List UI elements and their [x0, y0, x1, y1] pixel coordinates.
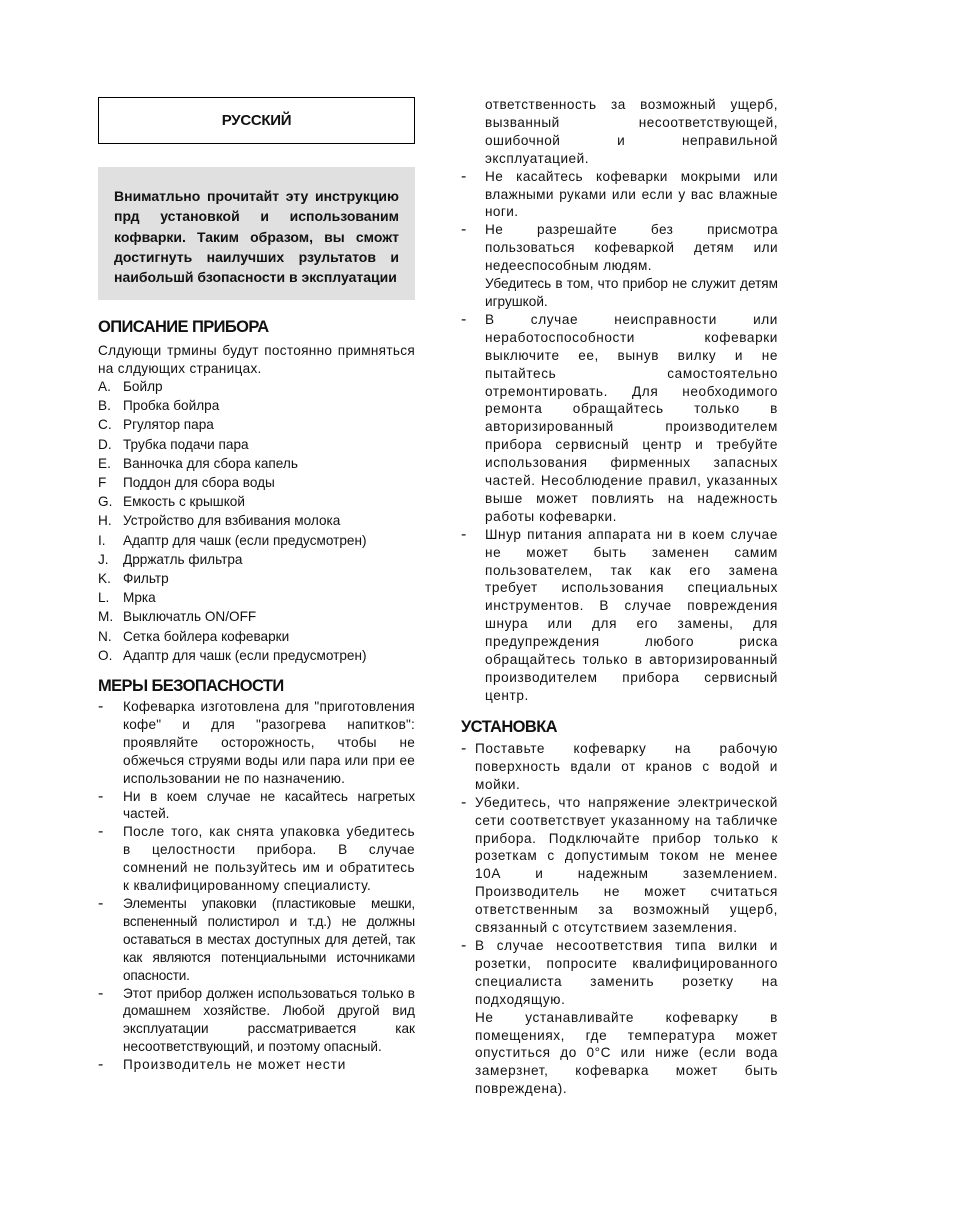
safety-text: Ни в коем случае не касайтесь нагретых частей. — [123, 788, 415, 822]
list-item — [461, 311, 778, 526]
part-letter: F — [98, 475, 107, 491]
bullet-dash: - — [461, 936, 467, 954]
list-item — [98, 396, 415, 415]
part-letter: L. — [98, 590, 110, 606]
safety-list-left — [98, 698, 415, 1074]
part-letter: D. — [98, 436, 112, 452]
part-letter: A. — [98, 379, 111, 394]
part-name: Устройство для взбивания молока — [123, 513, 341, 529]
list-item — [461, 794, 778, 937]
bullet-dash: - — [461, 221, 467, 239]
installation-list — [461, 740, 778, 1098]
list-item — [98, 454, 415, 473]
part-name: Поддон для сбора воды — [123, 475, 275, 491]
list-item — [461, 221, 778, 275]
part-name: Сетка бойлера кофеварки — [123, 628, 290, 644]
bullet-dash: - — [461, 525, 467, 543]
list-item — [98, 985, 415, 1057]
part-letter: O. — [98, 647, 113, 663]
part-letter: E. — [98, 455, 111, 471]
bullet-dash: - — [98, 698, 104, 715]
bullet-dash: - — [461, 310, 467, 328]
part-letter: M. — [98, 609, 114, 625]
list-item — [461, 96, 778, 168]
part-name: Емкость с крышкой — [123, 494, 245, 510]
list-item — [98, 607, 415, 626]
part-name: Выключатль ON/OFF — [123, 609, 257, 625]
list-item — [98, 895, 415, 985]
parts-list — [98, 377, 415, 665]
list-item — [98, 569, 415, 588]
safety-text: После того, как снята упаковка убедитесь в целостности прибора. В случае сомнений не пользуйтесь им и обратитесь к квалифицированному специалисту. — [123, 824, 415, 894]
installation-text: В случае несоответствия типа вилки и розетки, попросите квалифицированного специалиста заменить розетку на подходящую. — [475, 937, 778, 1007]
bullet-dash: - — [98, 823, 104, 841]
safety-text: Шнур питания аппарата ни в коем случае не может быть заменен самим пользователем, так как его замена требует использования специальных инструментов. В случае повреждения шнура или для его замены, для предупреждения любого риска обращайтесь только в авторизированный производителем прибора сервисный центр. — [485, 526, 778, 703]
part-name: Ргулятор пара — [123, 417, 214, 433]
part-name: Бойлр — [123, 379, 163, 394]
list-item — [98, 473, 415, 492]
list-item — [98, 698, 415, 788]
part-name: Адаптр для чашк (если предусмотрен) — [123, 647, 367, 663]
safety-text: В случае неисправности или неработоспособности кофеварки выключите ее, вынув вилку и не пытайтесь самостоятельно отремонтировать. Для необходимого ремонта обращайтесь только в авторизированный производителем прибора сервисный центр и требуйте использования фирменных запасных частей. Несоблюдение правил, указанных выше может повлиять на надежность работы кофеварки. — [485, 311, 778, 524]
list-item — [461, 275, 778, 311]
installation-heading: УСТАНОВКА — [461, 718, 557, 736]
part-letter: H. — [98, 513, 112, 529]
part-name: Адаптр для чашк (если предусмотрен) — [123, 532, 367, 548]
list-item — [98, 588, 415, 607]
list-item — [461, 1009, 778, 1099]
safety-list-right — [461, 96, 778, 705]
part-name: Трубка подачи пара — [123, 436, 249, 452]
children-note: Убедитесь в том, что прибор не служит детям игрушкой. — [485, 276, 778, 309]
warning-box — [98, 167, 415, 300]
language-label — [98, 97, 415, 144]
bullet-dash: - — [98, 984, 104, 1002]
list-item — [461, 168, 778, 222]
part-name: Дрржатль фильтра — [123, 551, 243, 567]
list-item — [98, 627, 415, 646]
bullet-dash: - — [461, 740, 467, 757]
list-item — [98, 1056, 415, 1074]
list-item — [98, 788, 415, 824]
part-name: Ванночка для сбора капель — [123, 455, 298, 471]
bullet-spacer — [461, 96, 485, 168]
safety-text: Кофеварка изготовлена для "приготовления кофе" и для "разогрева напитков": проявляйте осторожность, чтобы не обжечься струями воды или пара или при ее использовании не по назначению. — [123, 699, 415, 786]
list-item — [98, 646, 415, 665]
safety-text: Не касайтесь кофеварки мокрыми или влажными руками или если у вас влажные ноги. — [485, 168, 778, 220]
bullet-dash: - — [98, 894, 104, 912]
part-name: Фильтр — [123, 571, 169, 587]
safety-text: Производитель не может нести — [123, 1057, 347, 1073]
installation-text: Поставьте кофеварку на рабочую поверхность вдали от кранов с водой и мойки. — [475, 741, 778, 792]
bullet-dash: - — [98, 1056, 104, 1074]
list-item — [98, 550, 415, 569]
description-heading: ОПИСАНИЕ ПРИБОРА — [98, 318, 269, 336]
safety-text: Элементы упаковки (пластиковые мешки, вспененный полистирол и т.д.) не должны оставаться в местах доступных для детей, так как являются потенциальными источниками опасности. — [123, 895, 415, 983]
list-item — [98, 823, 415, 895]
installation-text: Убедитесь, что напряжение электрической сети соответствует указанному на табличке прибора. Подключайте прибор только к розеткам с допустимым током не менее 10А и надежным заземлением. Производитель не может считаться ответственным за возможный ущерб, связанный с отсутствием заземления. — [475, 794, 778, 936]
bullet-dash: - — [461, 167, 467, 185]
part-letter: G. — [98, 494, 113, 510]
part-letter: J. — [98, 551, 109, 567]
bullet-dash: - — [98, 787, 104, 805]
bullet-dash: - — [461, 793, 467, 811]
warning-text: Вниматльно прочитайт эту инструкцию прд установкой и использованим кофварки. Таким образом, вы сможт достигнуть наилучших рзультатов и наибольшй бзопасности в эксплуатации — [114, 188, 399, 286]
list-item — [98, 511, 415, 530]
safety-text: Не разрешайте без присмотра пользоваться кофеваркой детям или недееспособным людям. — [485, 222, 778, 274]
part-letter: C. — [98, 417, 112, 433]
list-item — [98, 415, 415, 434]
list-item — [461, 937, 778, 1009]
part-name: Мрка — [123, 590, 156, 606]
bullet-spacer — [461, 275, 485, 311]
safety-text: Этот прибор должен использоваться только в домашнем хозяйстве. Любой другой вид эксплуатации рассматривается как несоответствующий, и поэтому опасный. — [123, 985, 415, 1055]
list-item — [461, 740, 778, 794]
bullet-spacer — [461, 1009, 475, 1099]
list-item — [98, 492, 415, 511]
description-intro: Слдующи трмины будут постоянно примняться на слдующих страницах. — [98, 343, 415, 376]
language-title: РУССКИЙ — [221, 112, 292, 129]
part-name: Пробка бойлра — [123, 398, 220, 414]
list-item — [98, 435, 415, 454]
list-item — [461, 526, 778, 705]
part-letter: B. — [98, 398, 111, 414]
part-letter: N. — [98, 628, 112, 644]
list-item — [98, 531, 415, 550]
list-item — [98, 377, 415, 396]
installation-note: Не устанавливайте кофеварку в помещениях, где температура может опуститься до 0°С или ниже (если вода замерзнет, кофеварка может быть повреждена). — [475, 1009, 778, 1097]
part-letter: I. — [98, 532, 106, 548]
part-letter: K. — [98, 571, 111, 587]
safety-heading: МЕРЫ БЕЗОПАСНОСТИ — [98, 677, 284, 695]
safety-continuation: ответственность за возможный ущерб, вызванный несоответствующей, ошибочной и неправильной эксплуатацией. — [485, 97, 778, 166]
